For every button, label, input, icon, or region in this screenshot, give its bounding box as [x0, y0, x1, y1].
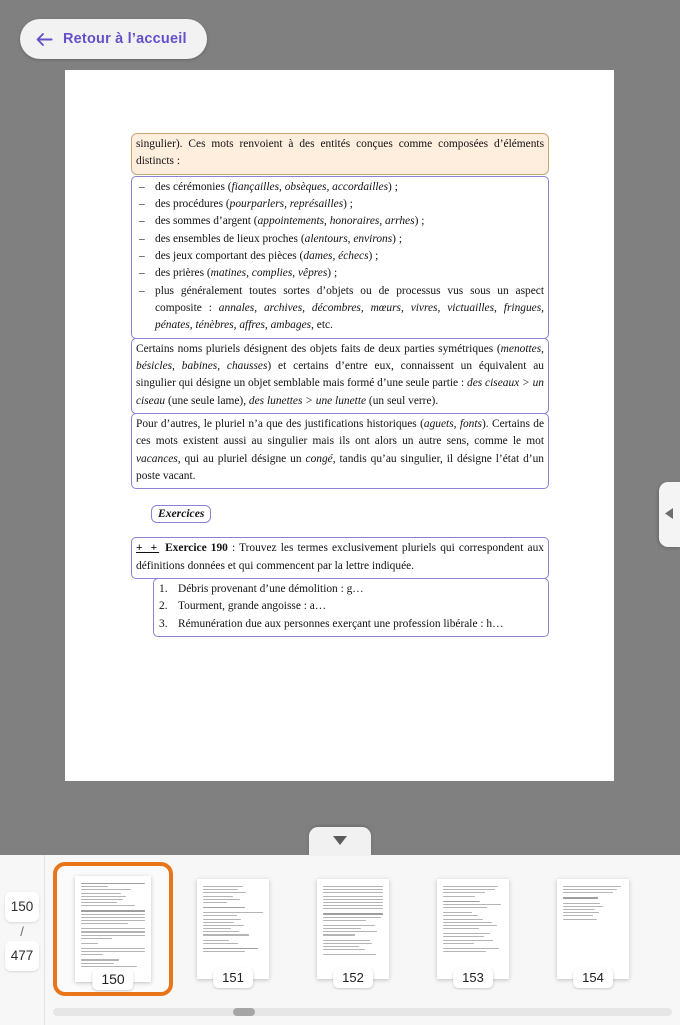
item-number: 3.	[159, 617, 168, 630]
thumbnail-page-150[interactable]	[53, 862, 173, 996]
list-item	[136, 283, 544, 335]
thumbnail-panel-collapse-button[interactable]	[309, 827, 371, 855]
list-item-text: des prières (matines, complies, vêpres) ;	[155, 267, 338, 280]
annotation-block-symetriques[interactable]	[131, 338, 549, 414]
list-item	[158, 581, 544, 598]
thumbnail-page-154[interactable]	[533, 862, 653, 996]
annotation-block-dash-list[interactable]	[131, 176, 549, 339]
arrow-left-icon	[36, 32, 53, 47]
thumbnail-page-number: 153	[453, 968, 493, 988]
list-item-text: des procédures (pourparlers, représailles) ;	[155, 197, 353, 210]
thumbnail-preview	[197, 879, 269, 979]
thumbnail-scrollbar[interactable]	[53, 1008, 672, 1016]
list-item-text: des sommes d’argent (appointements, honoraires, arrhes) ;	[155, 215, 425, 228]
page-content	[131, 133, 549, 636]
thumbnail-preview	[317, 879, 389, 979]
dash-marker-icon: –	[139, 232, 145, 245]
exercise-difficulty-marker: + +	[136, 542, 160, 555]
item-number: 1.	[159, 582, 168, 595]
thumbnail-scroll-area[interactable]	[45, 855, 680, 1025]
exercise-prompt	[136, 540, 544, 575]
intro-paragraph: singulier). Ces mots renvoient à des entités conçues comme composées d’éléments distincts :	[136, 138, 544, 168]
page-counter-separator: /	[20, 923, 24, 939]
thumbnail-page-number: 154	[573, 968, 613, 988]
list-item-text: des ensembles de lieux proches (alentours, environs) ;	[155, 232, 402, 245]
right-panel-toggle[interactable]	[659, 482, 680, 547]
current-page-value: 150	[10, 899, 34, 914]
list-item	[136, 196, 544, 213]
thumbnail-scrollbar-thumb[interactable]	[233, 1008, 255, 1016]
dash-marker-icon: –	[139, 180, 145, 193]
list-item	[136, 231, 544, 248]
thumbnail-bar	[0, 855, 680, 1025]
list-item-text: plus généralement toutes sortes d’objets ou de processus vus sous un aspect composite : annales, archives, décombres, mœurs, vivres, victuailles, fringues, pénates, ténèbres, affres, ambages, etc.	[155, 284, 544, 332]
exercices-heading-wrapper	[151, 504, 549, 523]
current-page-input[interactable]	[5, 892, 39, 922]
list-item	[136, 179, 544, 196]
thumbnail-page-153[interactable]	[413, 862, 533, 996]
list-item-text: Tourment, grande angoisse : a…	[178, 600, 327, 613]
dash-marker-icon: –	[139, 267, 145, 280]
exercise-number: Exercice 190	[165, 542, 228, 555]
annotation-block-intro[interactable]	[131, 133, 549, 175]
list-item	[158, 616, 544, 633]
thumbnail-page-151[interactable]	[173, 862, 293, 996]
exercices-heading[interactable]: Exercices	[151, 505, 211, 523]
list-item	[136, 248, 544, 265]
annotation-block-exercise-items[interactable]	[153, 578, 549, 637]
list-item-text: Débris provenant d’une démolition : g…	[178, 582, 364, 595]
dash-marker-icon: –	[139, 215, 145, 228]
paragraph-symetriques: Certains noms pluriels désignent des objets faits de deux parties symétriques (menottes, bésicles, babines, chausses) et certains d’entre eux, connaissent un équivalent au singulier qui désigne un objet semblable mais formé d’une seule partie : des ciseaux > un ciseau (une seule lame), des lunettes > une lunette (un seul verre).	[136, 342, 544, 407]
list-item-text: Rémunération due aux personnes exerçant une profession libérale : h…	[178, 617, 504, 630]
document-page	[65, 70, 614, 781]
dash-marker-icon: –	[139, 284, 145, 297]
paragraph-historiques: Pour d’autres, le pluriel n’a que des justifications historiques (aguets, fonts). Certains de ces mots existent aussi au singulier mais ils ont alors un autre sens, comme le mot vacances, qui au pluriel désigne un congé, tandis qu’au singulier, il désigne l’état d’un poste vacant.	[136, 417, 545, 482]
thumbnail-preview	[75, 876, 151, 982]
list-item	[136, 213, 544, 230]
total-pages-box	[5, 941, 39, 971]
thumbnail-preview	[557, 879, 629, 979]
page-counter	[0, 855, 45, 1025]
thumbnail-list	[45, 855, 653, 1003]
total-pages-value: 477	[10, 948, 34, 963]
triangle-down-icon	[333, 832, 347, 850]
back-button-label: Retour à l’accueil	[63, 31, 187, 47]
exercise-prompt-text: : Trouvez les termes exclusivement pluriels qui correspondent aux définitions données et qui commencent par la lettre indiquée.	[136, 542, 544, 572]
annotation-block-historiques[interactable]	[131, 413, 549, 489]
back-to-home-button[interactable]	[20, 19, 207, 59]
list-item-text: des jeux comportant des pièces (dames, échecs) ;	[155, 249, 379, 262]
thumbnail-preview	[437, 879, 509, 979]
triangle-left-icon	[665, 506, 674, 524]
thumbnail-page-number: 150	[92, 969, 133, 991]
list-item-text: des cérémonies (fiançailles, obsèques, accordailles) ;	[155, 180, 398, 193]
dash-list	[136, 179, 544, 335]
dash-marker-icon: –	[139, 197, 145, 210]
thumbnail-page-number: 152	[333, 968, 373, 988]
thumbnail-page-152[interactable]	[293, 862, 413, 996]
exercise-item-list	[158, 581, 544, 633]
item-number: 2.	[159, 600, 168, 613]
list-item	[136, 265, 544, 282]
dash-marker-icon: –	[139, 249, 145, 262]
thumbnail-page-number: 151	[213, 968, 253, 988]
list-item	[158, 598, 544, 615]
annotation-block-exercise-prompt[interactable]	[131, 537, 549, 579]
